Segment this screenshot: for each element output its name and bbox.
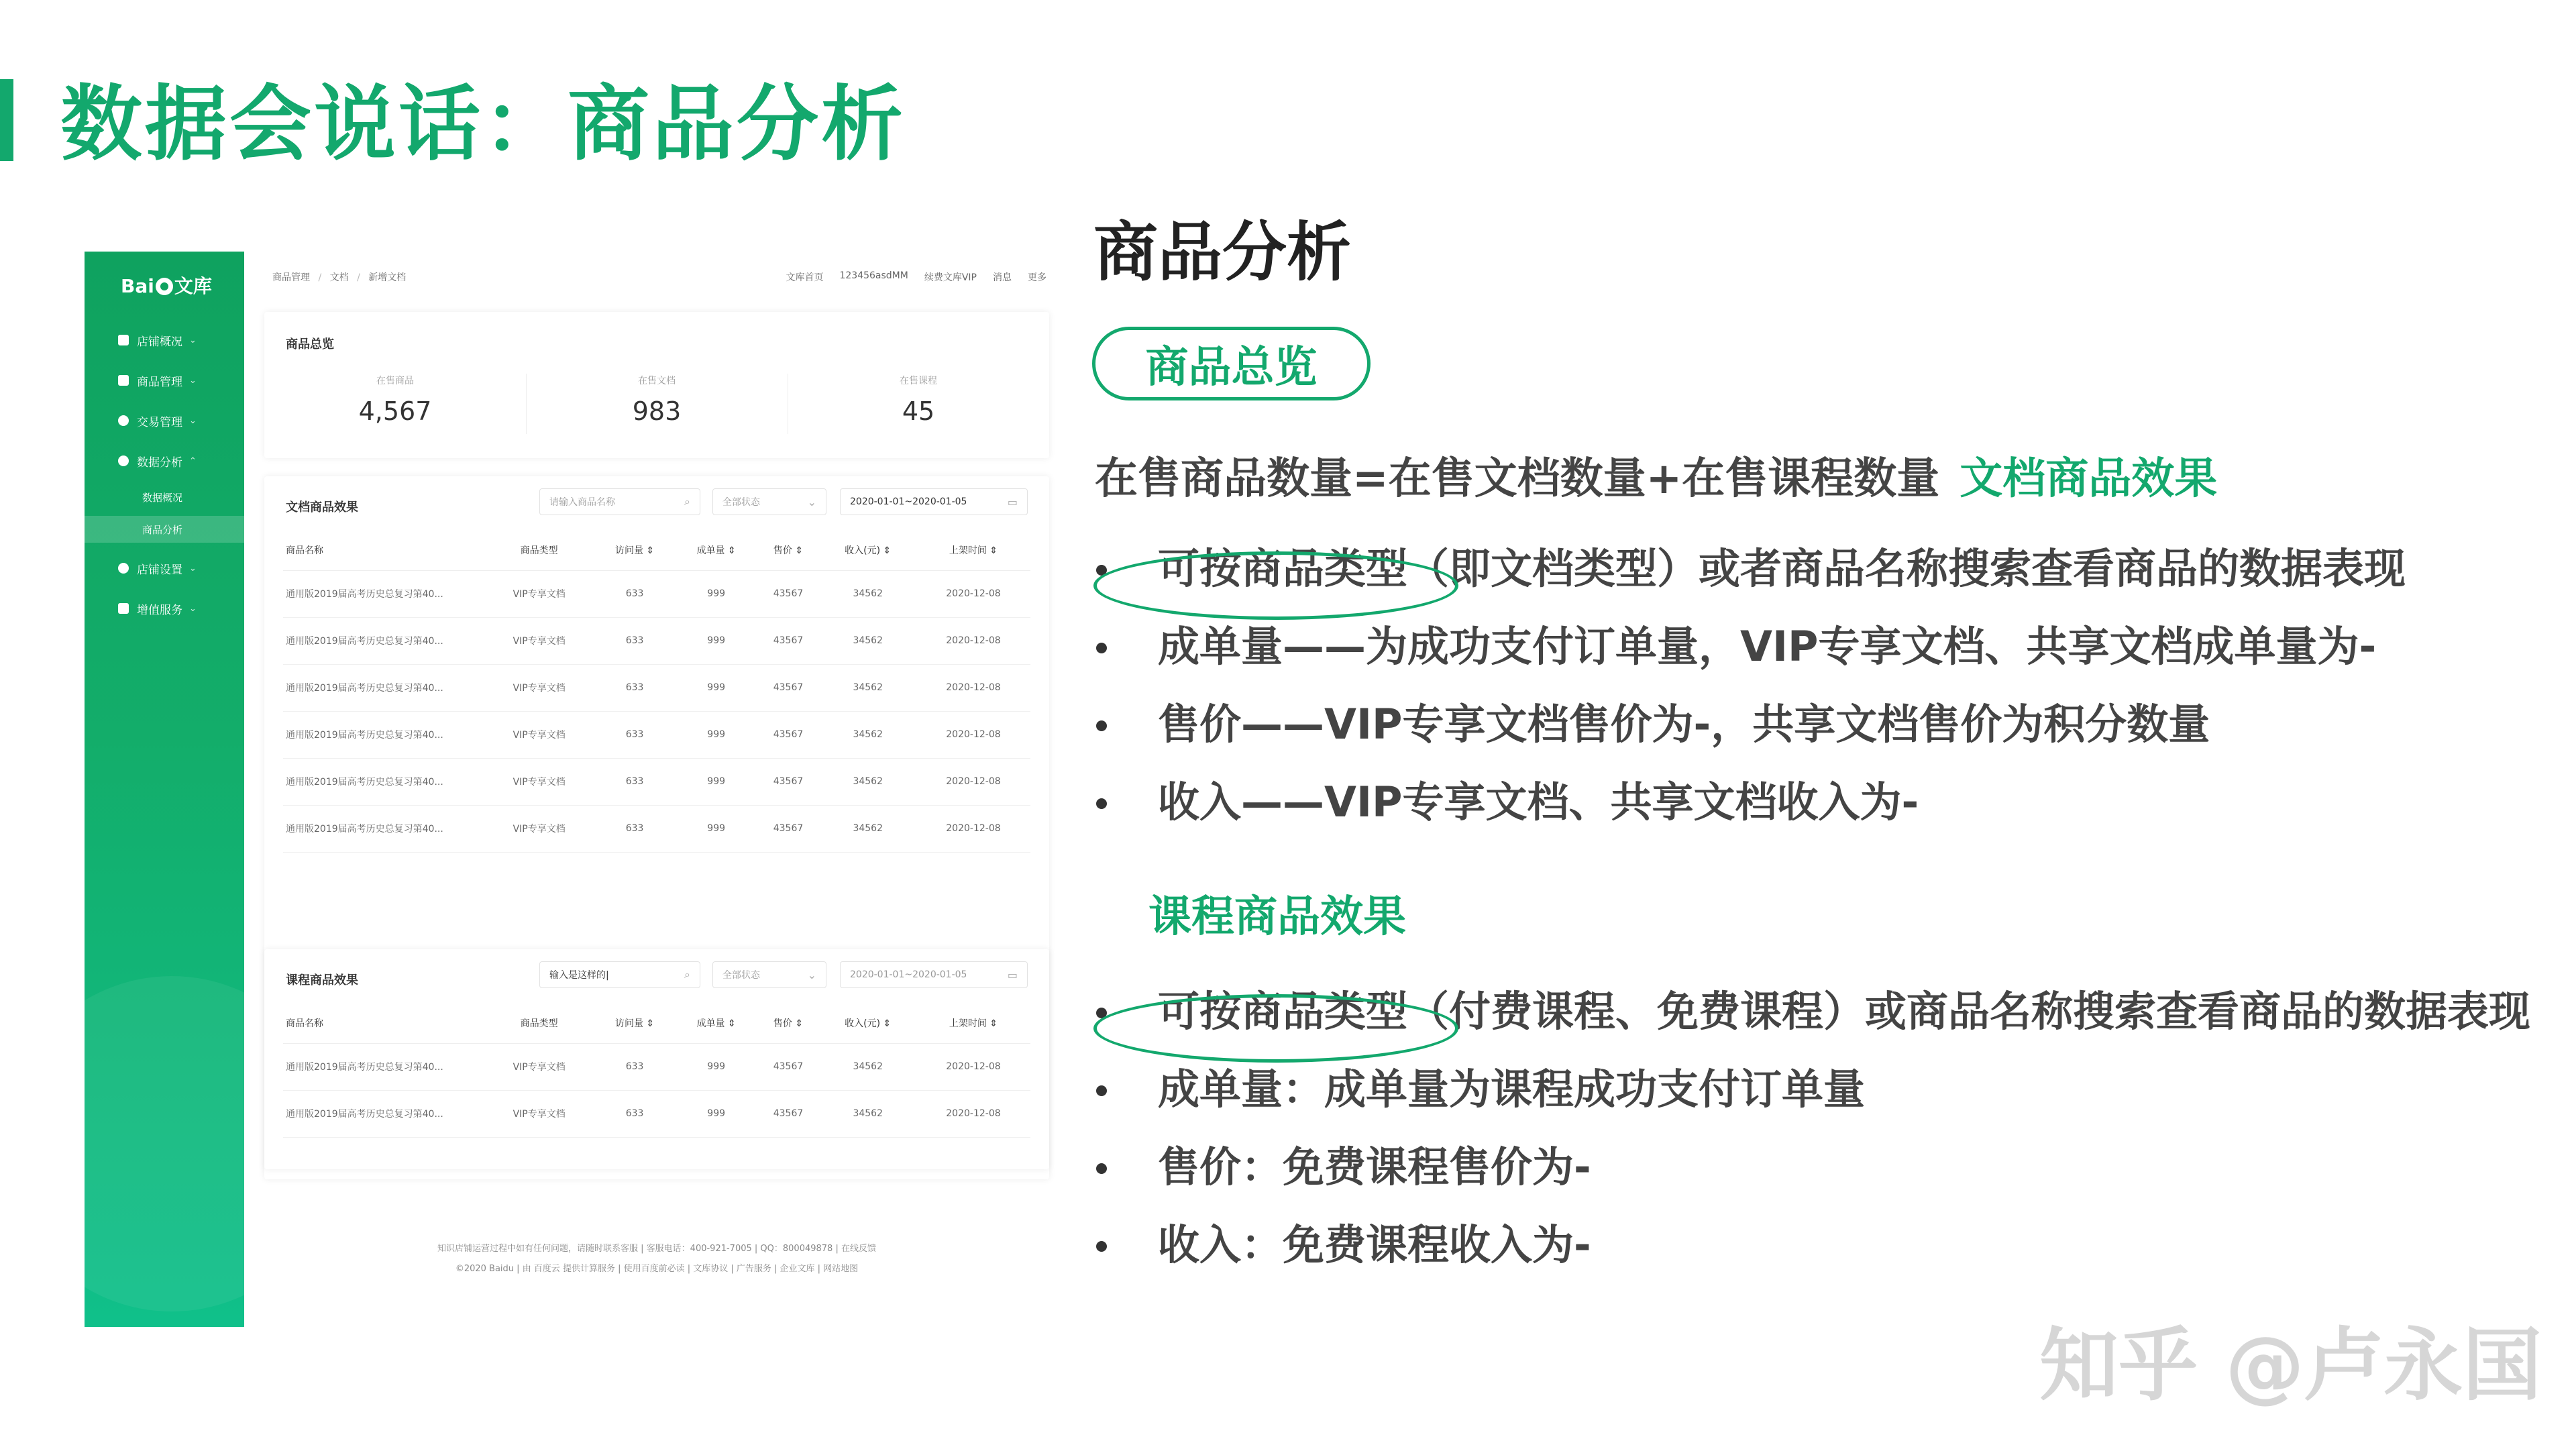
- column-header[interactable]: 访问量 ⇕: [594, 1003, 676, 1043]
- stat-docs-on-sale: [526, 374, 788, 426]
- table-cell: 通用版2019届高考历史总复习第40...: [283, 617, 484, 664]
- table-cell: 34562: [820, 1090, 916, 1137]
- sidebar-subitem-label: 商品分析: [142, 523, 183, 536]
- course-search-value: 输入是这样的|: [549, 970, 609, 981]
- search-placeholder: 请输入商品名称: [549, 497, 615, 508]
- course-section-label: 课程商品效果: [1148, 892, 1406, 942]
- course-status-select[interactable]: [712, 961, 826, 988]
- gear-icon: [118, 563, 129, 574]
- sidebar-item-label: 店铺概况: [137, 335, 182, 349]
- top-link-more[interactable]: 更多: [1028, 272, 1046, 283]
- table-cell: 34562: [820, 664, 916, 711]
- sidebar-item-label: 店铺设置: [137, 563, 182, 577]
- stat-label: 在售课程: [900, 376, 937, 386]
- bullet-item: 售价：免费课程售价为-: [1095, 1128, 2530, 1206]
- column-header[interactable]: 售价 ⇕: [757, 1003, 819, 1043]
- doc-products-title: 文档商品效果: [286, 500, 358, 515]
- chat-icon: [118, 603, 129, 614]
- table-cell: 633: [594, 664, 676, 711]
- stat-value: 45: [902, 396, 935, 426]
- stat-value: 4,567: [358, 396, 432, 426]
- table-cell: 2020-12-08: [916, 805, 1030, 852]
- overview-card: [264, 312, 1049, 458]
- table-cell: 999: [676, 1043, 757, 1090]
- table-header-row: [283, 530, 1030, 570]
- chevron-down-icon: ⌄: [807, 968, 816, 981]
- table-cell: 999: [676, 1090, 757, 1137]
- formula-line: [1095, 444, 2217, 506]
- table-cell: 2020-12-08: [916, 1043, 1030, 1090]
- table-cell: 999: [676, 711, 757, 758]
- table-cell: VIP专享文档: [484, 711, 594, 758]
- table-cell: 999: [676, 664, 757, 711]
- table-cell: 2020-12-08: [916, 664, 1030, 711]
- column-header[interactable]: 成单量 ⇕: [676, 1003, 757, 1043]
- chevron-down-icon: ⌄: [807, 495, 816, 508]
- table-cell: 2020-12-08: [916, 711, 1030, 758]
- table-cell: 通用版2019届高考历史总复习第40...: [283, 711, 484, 758]
- bullet-item: 收入：免费课程收入为-: [1095, 1206, 2530, 1284]
- table-cell: 43567: [757, 758, 819, 805]
- date-range-picker[interactable]: [840, 488, 1028, 515]
- highlight-oval: [1093, 994, 1458, 1063]
- course-products-title: 课程商品效果: [286, 973, 358, 987]
- table-cell: 34562: [820, 758, 916, 805]
- bullet-item: 可按商品类型（即文档类型）或者商品名称搜索查看商品的数据表现: [1095, 530, 2406, 608]
- column-header[interactable]: 访问量 ⇕: [594, 530, 676, 570]
- sidebar-item-trade-management[interactable]: [85, 406, 244, 435]
- logo-text-left: Bai: [121, 275, 154, 297]
- sidebar-item-product-management[interactable]: [85, 366, 244, 395]
- doc-section-label: 文档商品效果: [1960, 454, 2218, 504]
- sidebar-item-shop-settings[interactable]: [85, 553, 244, 583]
- table-cell: 999: [676, 805, 757, 852]
- search-icon: ⌕: [684, 968, 690, 981]
- footer-line-1: 知识店铺运营过程中如有任何问题，请随时联系客服 | 客服电话：400-921-7005 | QQ：800049878 | 在线反馈: [437, 1244, 876, 1254]
- column-header: 商品名称: [283, 1003, 484, 1043]
- table-row[interactable]: [283, 805, 1030, 852]
- table-cell: 2020-12-08: [916, 570, 1030, 617]
- top-link-messages[interactable]: 消息: [993, 272, 1012, 283]
- stat-label: 在售商品: [376, 376, 414, 386]
- top-link-renew-vip[interactable]: 续费文库VIP: [924, 272, 977, 283]
- column-header[interactable]: 成单量 ⇕: [676, 530, 757, 570]
- table-cell: 633: [594, 711, 676, 758]
- table-row[interactable]: [283, 1043, 1030, 1090]
- search-input[interactable]: [539, 488, 700, 515]
- layers-icon: [118, 335, 129, 345]
- sidebar-item-shop-overview[interactable]: [85, 325, 244, 355]
- overview-pill: 商品总览: [1092, 327, 1371, 400]
- table-cell: VIP专享文档: [484, 805, 594, 852]
- column-header[interactable]: 收入(元) ⇕: [820, 1003, 916, 1043]
- bullet-item: 成单量：成单量为课程成功支付订单量: [1095, 1051, 2530, 1128]
- sidebar-item-label: 交易管理: [137, 415, 182, 429]
- baidu-wenku-logo[interactable]: [121, 272, 212, 299]
- table-cell: 43567: [757, 570, 819, 617]
- bullet-item: 售价——VIP专享文档售价为-，共享文档售价为积分数量: [1095, 686, 2406, 763]
- table-cell: 999: [676, 617, 757, 664]
- table-cell: 999: [676, 758, 757, 805]
- sidebar-item-label: 商品管理: [137, 375, 182, 389]
- course-date-range-picker[interactable]: [840, 961, 1028, 988]
- table-row[interactable]: [283, 617, 1030, 664]
- section-heading: 商品分析: [1093, 215, 1351, 290]
- chevron-down-icon: ⌄: [189, 603, 197, 614]
- column-header[interactable]: 收入(元) ⇕: [820, 530, 916, 570]
- paw-icon: [156, 278, 173, 295]
- table-cell: VIP专享文档: [484, 1043, 594, 1090]
- sidebar-item-data-analysis[interactable]: [85, 446, 244, 476]
- breadcrumb-item: / 新增文档: [349, 272, 407, 283]
- logo-text-right: 文库: [174, 275, 212, 297]
- date-range-value: 2020-01-01~2020-01-05: [850, 496, 967, 507]
- table-cell: 633: [594, 758, 676, 805]
- table-cell: 633: [594, 805, 676, 852]
- table-cell: 633: [594, 1090, 676, 1137]
- table-cell: VIP专享文档: [484, 664, 594, 711]
- chevron-down-icon: ⌄: [189, 335, 197, 345]
- bullet-item: 成单量——为成功支付订单量，VIP专享文档、共享文档成单量为-: [1095, 608, 2406, 686]
- table-header-row: [283, 1003, 1030, 1043]
- sidebar: [85, 252, 244, 1327]
- table-cell: 34562: [820, 711, 916, 758]
- top-link-home[interactable]: 文库首页: [786, 272, 824, 283]
- sidebar-item-value-added-services[interactable]: [85, 594, 244, 623]
- course-search-input[interactable]: [539, 961, 700, 988]
- pie-chart-icon: [118, 455, 129, 466]
- bullet-item: 收入——VIP专享文档、共享文档收入为-: [1095, 763, 2406, 841]
- status-select-value: 全部状态: [722, 497, 760, 508]
- table-cell: 34562: [820, 570, 916, 617]
- course-products-table: [283, 1003, 1030, 1138]
- table-cell: 43567: [757, 1043, 819, 1090]
- table-cell: 633: [594, 570, 676, 617]
- table-cell: 633: [594, 617, 676, 664]
- status-select-value: 全部状态: [722, 970, 760, 981]
- column-header: 商品类型: [484, 1003, 594, 1043]
- formula-text: 在售商品数量=在售文档数量+在售课程数量: [1095, 454, 1940, 504]
- bullet-item: 可按商品类型（付费课程、免费课程）或商品名称搜索查看商品的数据表现: [1095, 973, 2530, 1051]
- search-icon: ⌕: [684, 495, 690, 508]
- table-cell: 34562: [820, 805, 916, 852]
- stat-courses-on-sale: [788, 374, 1049, 426]
- column-header[interactable]: 上架时间 ⇕: [916, 1003, 1030, 1043]
- page-title: 数据会说话：商品分析: [60, 76, 906, 172]
- top-link-user[interactable]: 123456asdMM: [839, 270, 908, 281]
- sidebar-item-label: 增值服务: [137, 603, 182, 617]
- admin-screenshot: [85, 252, 1080, 1327]
- table-cell: VIP专享文档: [484, 617, 594, 664]
- table-cell: VIP专享文档: [484, 1090, 594, 1137]
- table-row[interactable]: [283, 758, 1030, 805]
- date-range-value: 2020-01-01~2020-01-05: [850, 969, 967, 980]
- chevron-up-icon: ⌃: [189, 455, 197, 466]
- table-row[interactable]: [283, 664, 1030, 711]
- chevron-down-icon: ⌄: [189, 563, 197, 574]
- table-cell: VIP专享文档: [484, 570, 594, 617]
- table-cell: 43567: [757, 711, 819, 758]
- top-links: [786, 270, 1046, 284]
- table-cell: 43567: [757, 617, 819, 664]
- column-header[interactable]: 售价 ⇕: [757, 530, 819, 570]
- chevron-down-icon: ⌄: [189, 375, 197, 386]
- table-cell: 通用版2019届高考历史总复习第40...: [283, 570, 484, 617]
- sidebar-subitem-label: 数据概况: [142, 491, 183, 504]
- table-cell: 2020-12-08: [916, 617, 1030, 664]
- calendar-icon: ▭: [1007, 968, 1018, 981]
- stat-value: 983: [632, 396, 682, 426]
- table-cell: 通用版2019届高考历史总复习第40...: [283, 805, 484, 852]
- sidebar-subitem-data-overview[interactable]: [85, 484, 244, 511]
- highlight-oval: [1093, 551, 1458, 620]
- table-cell: 43567: [757, 1090, 819, 1137]
- table-cell: 2020-12-08: [916, 1090, 1030, 1137]
- exchange-icon: [118, 415, 129, 426]
- chevron-down-icon: ⌄: [189, 415, 197, 426]
- table-cell: 633: [594, 1043, 676, 1090]
- sidebar-item-label: 数据分析: [137, 455, 182, 470]
- table-row[interactable]: [283, 1090, 1030, 1137]
- table-cell: 通用版2019届高考历史总复习第40...: [283, 664, 484, 711]
- footer-line-2: ©2020 Baidu | 由 百度云 提供计算服务 | 使用百度前必读 | 文库协议 | 广告服务 | 企业文库 | 网站地图: [455, 1264, 859, 1274]
- table-cell: 34562: [820, 1043, 916, 1090]
- table-cell: 通用版2019届高考历史总复习第40...: [283, 758, 484, 805]
- breadcrumb-item[interactable]: 商品管理: [272, 272, 310, 283]
- course-products-card: [264, 949, 1049, 1169]
- watermark: 知乎 @卢永国: [2039, 1319, 2542, 1411]
- calendar-icon: ▭: [1007, 495, 1018, 508]
- column-header: 商品类型: [484, 530, 594, 570]
- breadcrumb: [272, 270, 406, 284]
- doc-products-table: [283, 530, 1030, 853]
- table-cell: 34562: [820, 617, 916, 664]
- table-cell: VIP专享文档: [484, 758, 594, 805]
- stat-label: 在售文档: [638, 376, 676, 386]
- table-cell: 2020-12-08: [916, 758, 1030, 805]
- table-cell: 999: [676, 570, 757, 617]
- table-row[interactable]: [283, 711, 1030, 758]
- document-icon: [118, 375, 129, 386]
- stat-products-on-sale: [264, 374, 526, 426]
- table-cell: 43567: [757, 664, 819, 711]
- column-header[interactable]: 上架时间 ⇕: [916, 530, 1030, 570]
- table-cell: 通用版2019届高考历史总复习第40...: [283, 1043, 484, 1090]
- status-select[interactable]: [712, 488, 826, 515]
- sidebar-subitem-product-analysis[interactable]: [85, 516, 244, 543]
- title-accent-bar: [0, 79, 13, 161]
- table-cell: 43567: [757, 805, 819, 852]
- column-header: 商品名称: [283, 530, 484, 570]
- breadcrumb-item[interactable]: / 文档: [310, 272, 349, 283]
- overview-title: 商品总览: [286, 337, 334, 352]
- table-row[interactable]: [283, 570, 1030, 617]
- table-cell: 通用版2019届高考历史总复习第40...: [283, 1090, 484, 1137]
